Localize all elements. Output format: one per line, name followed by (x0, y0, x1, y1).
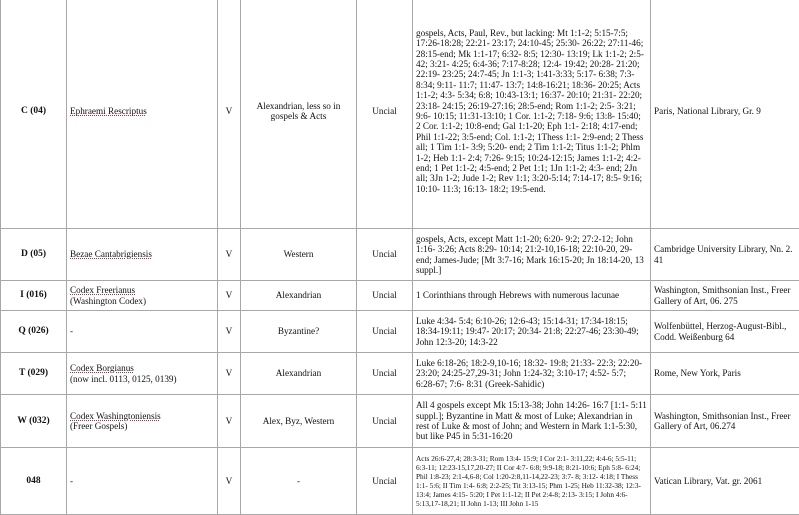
text-type: Alexandrian (241, 353, 356, 394)
manuscript-id: 048 (1, 448, 66, 514)
table-row (1, 0, 799, 228)
manuscript-name (67, 281, 217, 310)
text-type: Alex, Byz, Western (241, 395, 356, 447)
manuscript-name-line: (Washington Codex) (70, 295, 147, 306)
script: Uncial (357, 0, 412, 228)
manuscript-id: W (032) (1, 395, 66, 447)
manuscript-id: D (05) (1, 229, 66, 280)
manuscript-name: - (67, 311, 217, 352)
location: Rome, New York, Paris (651, 353, 799, 394)
manuscript-name-line: Codex Washingtoniensis (70, 410, 161, 421)
manuscript-name-line: Codex Borgianus (70, 363, 134, 374)
manuscript-id: T (029) (1, 353, 66, 394)
contents: All 4 gospels except Mk 15:13-38; John 14:26- 16:7 [1:1- 5:11 suppl.]; Byzantine in Matt & most of Luke; Alexandrian in rest of Luke & most of John; and Western in Mark 1:1-5:30, but like P45 in 5:31-16:20 (413, 395, 650, 447)
script: Uncial (357, 229, 412, 280)
text-type: Byzantine? (241, 311, 356, 352)
text-type: - (241, 448, 356, 514)
manuscript-name-line: (Freer Gospels) (70, 421, 128, 431)
contents: Luke 6:18-26; 18:2-9,10-16; 18:32- 19:8; 21:33- 22:3; 22:20- 23:20; 24:25-27,29-31; John 1:24-32; 3:10-17; 4:52- 5:7; 6:28-67; 7:6- 8:31 (Greek-Sahidic) (413, 353, 650, 394)
text-type: Western (241, 229, 356, 280)
text-type: Alexandrian (241, 281, 356, 310)
location: Paris, National Library, Gr. 9 (651, 0, 799, 228)
century: V (218, 448, 240, 514)
location: Cambridge University Library, Nn. 2. 41 (651, 229, 799, 280)
manuscript-name (67, 353, 217, 394)
contents: 1 Corinthians through Hebrews with numerous lacunae (413, 281, 650, 310)
table-row (1, 448, 799, 514)
manuscript-name: - (67, 448, 217, 514)
script: Uncial (357, 281, 412, 310)
century: V (218, 353, 240, 394)
contents: Acts 26:6-27,4; 28:3-31; Rom 13:4- 15:9; I Cor 2:1- 3:11,22; 4:4-6; 5:5-11; 6:3-11; 12:23-15,17,20-27; II Cor 4:7- 6:8; 9:9-18; 8:21-10:6; Eph 5:8- 6:24; Phil 1:8-23; 2:1-4,6-8; Col 1:20-2:8,11-14,22-23; 3:7- 8; 3:12- 4:18; I Thess 1:1- 5:6; II Tim 1:4- 6:8; 2:2-25; Tit 3:13-15; Phm 1-25; Heb 11:32-38; 12:3- 13:4; James 4:15- 5:20; I Pet 1:1-12; II Pet 2:4-8; 2:13- 3:15; I John 4:6-5:13,17-18,21; II John 1-13; III John 1-15 (413, 448, 650, 514)
table-row (1, 311, 799, 352)
manuscript-id: I (016) (1, 281, 66, 310)
contents: gospels, Acts, except Matt 1:1-20; 6:20- 9:2; 27:2-12; John 1:16- 3:26; Acts 8:29- 10:14; 21:2-10,16-18; 22:10-20, 29-end; James-Jude; [Mt 3:7-16; Mark 16:15-20; Jn 18:14-20, 13 suppl.] (413, 229, 650, 280)
script: Uncial (357, 353, 412, 394)
century: V (218, 281, 240, 310)
century: V (218, 229, 240, 280)
manuscript-name-line: Bezae Cantabrigiensis (70, 249, 152, 260)
script: Uncial (357, 395, 412, 447)
contents: gospels, Acts, Paul, Rev., but lacking: Mt 1:1-2; 5:15-7:5; 17:26-18:28; 22:21- 23:17; 24:10-45; 25:30- 26:22; 27:11-46; 28:15-end; Mk 1:1-17; 6:32- 8:5; 12:30- 13:19; Lk 1:1-2; 2:5-42; 3:21- 4:25; 6:4-36; 7:17-8:28; 12:4- 19:42; 20:28- 21:20; 22:19- 23:25; 24:7-45; Jn 1:1-3; 1:41-3:33; 5:17- 6:38; 7:3- 8:34; 9:11- 11:7; 11:47- 13:7; 14:8-16:21; 18:36- 20:25; Acts 1:1-2; 4:3- 5:34; 6:8; 10:43-13:1; 16:37- 20:10; 21:31- 22:20; 23:18- 24:15; 26:19-27:16; 28:5-end; Rom 1:1-2; 2:5- 3:21; 9:6- 10:15; 11:31-13:10; 1 Cor. 1:1-2; 7:18- 9:6; 13:8- 15:40; 2 Cor. 1:1-2; 10:8-end; Gal 1:1-20; Eph 1:1- 2:18; 4:17-end; Phil 1:1-22; 3:5-end; Col. 1:1-2; 1Thess 1:1- 2:9-end; 2 Thess all; 1 Tim 1:1- 3:9; 5:20- end; 2 Tim 1:1-2; Titus 1:1-2; Phlm 1-2; Heb 1:1- 2:4; 7:26- 9:15; 10:24-12:15; James 1:1-2; 4:2- end; 1 Pet 1:1-2; 4:5-end; 2 Pet 1:1; 1Jn 1:1-2; 4:3- end; 2Jn all; 3Jn 1-2; Jude 1-2; Rev 1:1; 3:20-5:14; 7:14-17; 8:5- 9:16; 10:10- 11:3; 16:13- 18:2; 19:5-end. (413, 0, 650, 228)
manuscript-name-line: Codex Freerianus (70, 285, 136, 296)
script: Uncial (357, 448, 412, 514)
table-row (1, 281, 799, 310)
script: Uncial (357, 311, 412, 352)
manuscript-name (67, 395, 217, 447)
century: V (218, 0, 240, 228)
manuscript-name (67, 229, 217, 280)
manuscript-name-line: (now incl. 0113, 0125, 0139) (70, 373, 177, 384)
location: Washington, Smithsonian Inst., Freer Gallery of Art, 06. 275 (651, 281, 799, 310)
manuscript-name (67, 0, 217, 228)
manuscript-name-line: Ephraemi Rescriptus (70, 105, 147, 116)
location: Washington, Smithsonian Inst., Freer Gallery of Art, 06.274 (651, 395, 799, 447)
contents: Luke 4:34- 5:4; 6:10-26; 12:6-43; 15:14-31; 17:34-18:15; 18:34-19:11; 19:47- 20:17; 20:34- 21:8; 22:27-46; 23:30-49; John 12:3-20; 14:3-22 (413, 311, 650, 352)
century: V (218, 311, 240, 352)
manuscript-id: Q (026) (1, 311, 66, 352)
table-row (1, 395, 799, 447)
table-row (1, 353, 799, 394)
manuscript-id: C (04) (1, 0, 66, 228)
text-type: Alexandrian, less so in gospels & Acts (241, 0, 356, 228)
table-row (1, 229, 799, 280)
location: Vatican Library, Vat. gr. 2061 (651, 448, 799, 514)
century: V (218, 395, 240, 447)
location: Wolfenbüttel, Herzog-August-Bibl., Codd. Weißenburg 64 (651, 311, 799, 352)
